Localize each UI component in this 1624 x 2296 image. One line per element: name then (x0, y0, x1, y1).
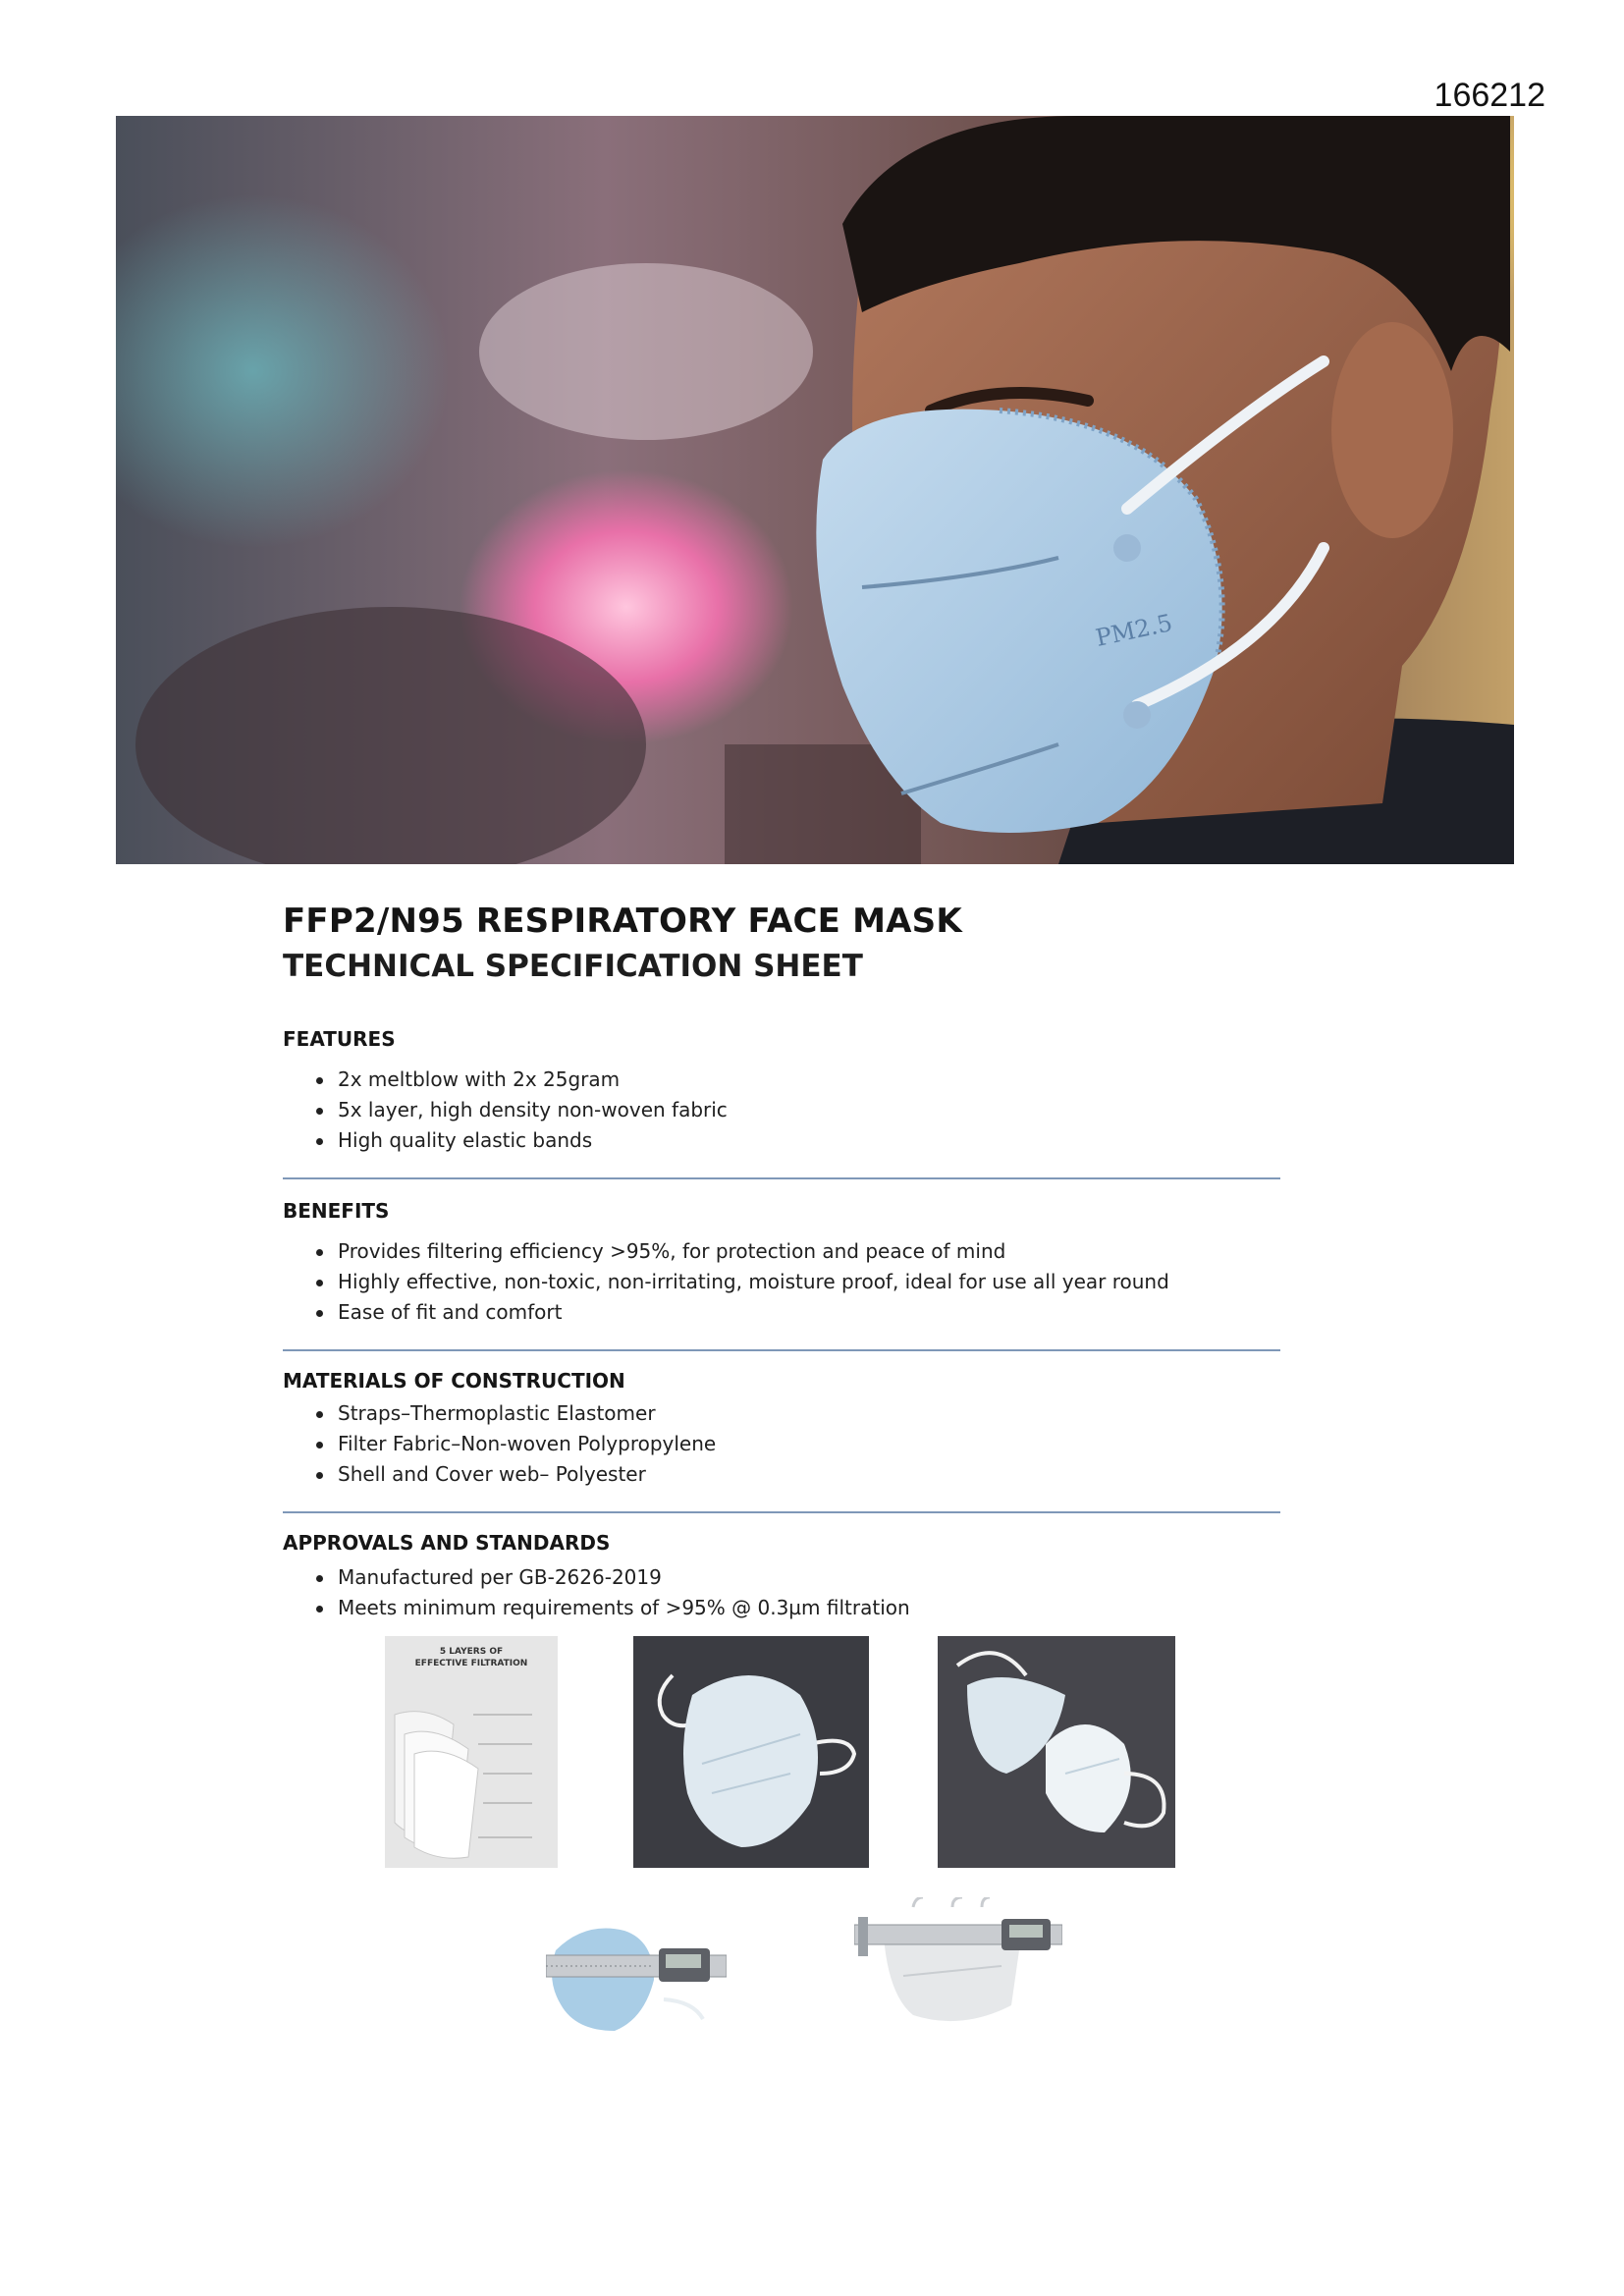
features-list (283, 1065, 1280, 1156)
caliper-measure-blue-mask (546, 1911, 727, 2041)
mask-pair-illustration (938, 1636, 1175, 1868)
section-approvals (283, 1531, 1280, 1623)
caliper-measure-white-mask (854, 1897, 1062, 2031)
list-item: Shell and Cover web– Polyester (316, 1459, 1280, 1490)
spec-content (283, 884, 1280, 1623)
section-title: APPROVALS AND STANDARDS (283, 1531, 611, 1555)
list-item: 2x meltblow with 2x 25gram (316, 1065, 1280, 1095)
section-divider (283, 1511, 1280, 1513)
benefits-list (283, 1236, 1280, 1328)
list-item: 5x layer, high density non-woven fabric (316, 1095, 1280, 1125)
list-item: Meets minimum requirements of >95% @ 0.3µm filtration (316, 1593, 1280, 1623)
section-title: FEATURES (283, 1027, 396, 1051)
section-benefits (283, 1199, 1280, 1351)
caliper-white-illustration (854, 1897, 1062, 2031)
list-item: Provides filtering efficiency >95%, for protection and peace of mind (316, 1236, 1280, 1267)
list-item: Filter Fabric–Non-woven Polypropylene (316, 1429, 1280, 1459)
layers-illustration (385, 1636, 558, 1868)
layers-heading-line1: 5 LAYERS OF (439, 1647, 504, 1657)
section-features (283, 1027, 1280, 1179)
page-title: FFP2/N95 RESPIRATORY FACE MASK (283, 902, 962, 941)
approvals-list (283, 1562, 1280, 1623)
section-title: MATERIALS OF CONSTRUCTION (283, 1369, 625, 1393)
page-subtitle: TECHNICAL SPECIFICATION SHEET (283, 949, 863, 984)
section-divider (283, 1349, 1280, 1351)
mask-photo-front (633, 1636, 869, 1868)
materials-list (283, 1398, 1280, 1490)
list-item: Ease of fit and comfort (316, 1297, 1280, 1328)
mask-print-label: PM2.5 (1093, 609, 1175, 652)
mask-photo-pair (938, 1636, 1175, 1868)
document-id: 166212 (1434, 77, 1545, 114)
list-item: High quality elastic bands (316, 1125, 1280, 1156)
list-item: Highly effective, non-toxic, non-irritating, moisture proof, ideal for use all year round (316, 1267, 1280, 1297)
hero-photo-illustration (116, 116, 1514, 864)
list-item: Manufactured per GB-2626-2019 (316, 1562, 1280, 1593)
hero-photo (116, 116, 1514, 864)
mask-front-illustration (633, 1636, 869, 1868)
section-materials (283, 1369, 1280, 1513)
list-item: Straps–Thermoplastic Elastomer (316, 1398, 1280, 1429)
section-title: BENEFITS (283, 1199, 390, 1223)
section-divider (283, 1177, 1280, 1179)
layers-heading-line2: EFFECTIVE FILTRATION (414, 1659, 528, 1668)
caliper-blue-illustration (546, 1911, 727, 2041)
filtration-layers-diagram (385, 1636, 558, 1868)
